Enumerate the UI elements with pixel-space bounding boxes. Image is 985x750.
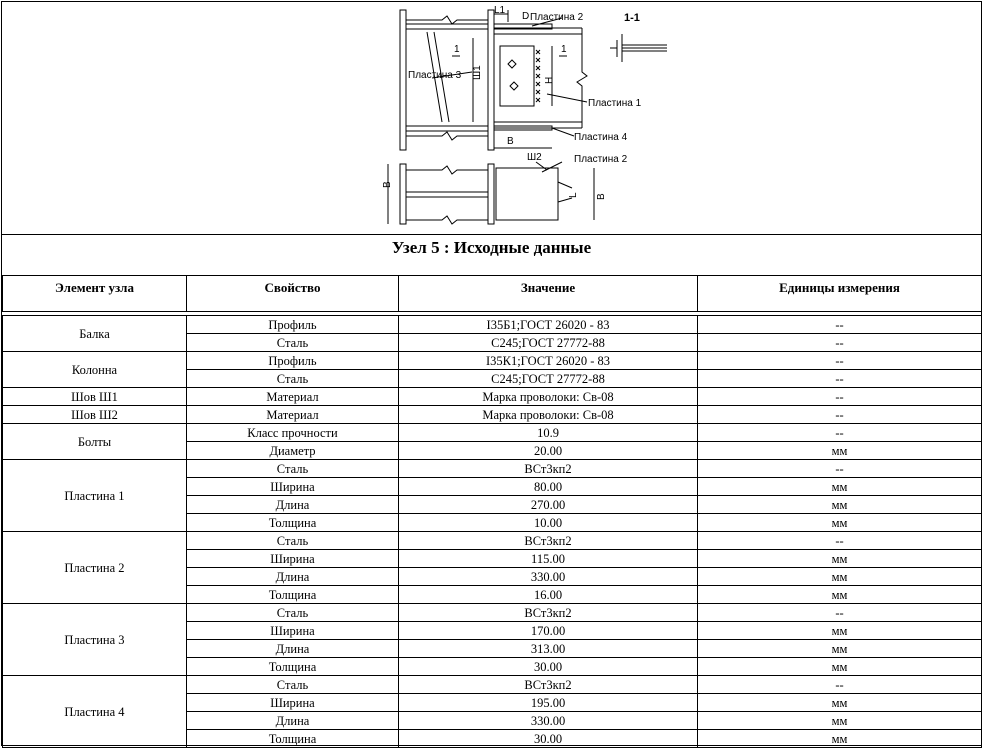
table-row bbox=[3, 352, 982, 370]
units-cell: -- bbox=[698, 424, 982, 442]
units-cell: мм bbox=[698, 586, 982, 604]
property-cell: Материал bbox=[187, 388, 399, 406]
table-row bbox=[3, 406, 982, 424]
units-cell: -- bbox=[698, 316, 982, 334]
value-cell: ВСт3кп2 bbox=[399, 532, 698, 550]
property-cell: Длина bbox=[187, 712, 399, 730]
label-B-top: B bbox=[507, 136, 514, 147]
value-cell: 30.00 bbox=[399, 730, 698, 748]
label-plate3: Пластина 3 bbox=[408, 70, 462, 81]
table-row bbox=[3, 460, 982, 478]
property-cell: Толщина bbox=[187, 514, 399, 532]
units-cell: -- bbox=[698, 370, 982, 388]
label-B-right: B bbox=[596, 193, 607, 200]
property-cell: Профиль bbox=[187, 316, 399, 334]
table-row bbox=[3, 676, 982, 694]
value-cell: 313.00 bbox=[399, 640, 698, 658]
units-cell: -- bbox=[698, 334, 982, 352]
label-D: D bbox=[522, 11, 530, 22]
value-cell: ВСт3кп2 bbox=[399, 676, 698, 694]
property-cell: Толщина bbox=[187, 730, 399, 748]
value-cell: 330.00 bbox=[399, 712, 698, 730]
value-cell: С245;ГОСТ 27772-88 bbox=[399, 370, 698, 388]
units-cell: мм bbox=[698, 550, 982, 568]
label-weld2: Ш2 bbox=[527, 152, 542, 163]
joint-drawing bbox=[2, 2, 981, 234]
property-cell: Сталь bbox=[187, 334, 399, 352]
label-plate2-bottom: Пластина 2 bbox=[574, 154, 628, 165]
units-cell: -- bbox=[698, 460, 982, 478]
value-cell: 170.00 bbox=[399, 622, 698, 640]
header-value: Значение bbox=[399, 276, 698, 312]
property-cell: Класс прочности bbox=[187, 424, 399, 442]
element-cell: Болты bbox=[3, 424, 187, 460]
value-cell: С245;ГОСТ 27772-88 bbox=[399, 334, 698, 352]
property-cell: Ширина bbox=[187, 478, 399, 496]
element-cell: Пластина 4 bbox=[3, 676, 187, 748]
property-cell: Сталь bbox=[187, 532, 399, 550]
units-cell: мм bbox=[698, 568, 982, 586]
property-cell: Сталь bbox=[187, 604, 399, 622]
property-cell: Диаметр bbox=[187, 442, 399, 460]
drawing-cell bbox=[2, 2, 981, 235]
units-cell: -- bbox=[698, 406, 982, 424]
header-element: Элемент узла bbox=[3, 276, 187, 312]
units-cell: -- bbox=[698, 532, 982, 550]
table-row bbox=[3, 316, 982, 334]
page-title: Узел 5 : Исходные данные bbox=[391, 238, 592, 257]
label-section: 1-1 bbox=[624, 12, 640, 24]
label-plate4: Пластина 4 bbox=[574, 132, 628, 143]
units-cell: мм bbox=[698, 622, 982, 640]
table-row bbox=[3, 604, 982, 622]
value-cell: Марка проволоки: Св-08 bbox=[399, 406, 698, 424]
property-cell: Длина bbox=[187, 496, 399, 514]
element-cell: Пластина 1 bbox=[3, 460, 187, 532]
value-cell: I35Б1;ГОСТ 26020 - 83 bbox=[399, 316, 698, 334]
table-row bbox=[3, 388, 982, 406]
element-cell: Балка bbox=[3, 316, 187, 352]
value-cell: 270.00 bbox=[399, 496, 698, 514]
units-cell: мм bbox=[698, 640, 982, 658]
value-cell: ВСт3кп2 bbox=[399, 604, 698, 622]
label-L-small: L bbox=[568, 192, 579, 198]
property-cell: Материал bbox=[187, 406, 399, 424]
units-cell: -- bbox=[698, 604, 982, 622]
column-top-flange bbox=[400, 164, 406, 224]
value-cell: ВСт3кп2 bbox=[399, 460, 698, 478]
label-plate2-top: Пластина 2 bbox=[530, 12, 584, 23]
table-row bbox=[3, 532, 982, 550]
units-cell: -- bbox=[698, 676, 982, 694]
label-H: H bbox=[544, 76, 555, 84]
property-cell: Сталь bbox=[187, 676, 399, 694]
units-cell: мм bbox=[698, 712, 982, 730]
table-row bbox=[3, 424, 982, 442]
value-cell: 10.9 bbox=[399, 424, 698, 442]
element-cell: Пластина 3 bbox=[3, 604, 187, 676]
header-units: Единицы измерения bbox=[698, 276, 982, 312]
units-cell: мм bbox=[698, 478, 982, 496]
units-cell: мм bbox=[698, 658, 982, 676]
element-cell: Шов Ш2 bbox=[3, 406, 187, 424]
value-cell: I35К1;ГОСТ 26020 - 83 bbox=[399, 352, 698, 370]
value-cell: Марка проволоки: Св-08 bbox=[399, 388, 698, 406]
property-cell: Длина bbox=[187, 640, 399, 658]
column-top-flange-right bbox=[488, 164, 494, 224]
units-cell: -- bbox=[698, 352, 982, 370]
header-property: Свойство bbox=[187, 276, 399, 312]
property-cell: Ширина bbox=[187, 550, 399, 568]
property-cell: Ширина bbox=[187, 694, 399, 712]
units-cell: мм bbox=[698, 694, 982, 712]
value-cell: 16.00 bbox=[399, 586, 698, 604]
property-cell: Ширина bbox=[187, 622, 399, 640]
value-cell: 20.00 bbox=[399, 442, 698, 460]
value-cell: 330.00 bbox=[399, 568, 698, 586]
element-cell: Пластина 2 bbox=[3, 532, 187, 604]
label-cut-left: 1 bbox=[454, 44, 460, 55]
label-L1: L1 bbox=[494, 5, 506, 16]
property-cell: Толщина bbox=[187, 658, 399, 676]
data-table bbox=[2, 275, 982, 748]
label-B-left: B bbox=[382, 181, 393, 188]
value-cell: 80.00 bbox=[399, 478, 698, 496]
plate-1 bbox=[500, 46, 534, 106]
property-cell: Длина bbox=[187, 568, 399, 586]
value-cell: 30.00 bbox=[399, 658, 698, 676]
property-cell: Сталь bbox=[187, 460, 399, 478]
element-cell: Колонна bbox=[3, 352, 187, 388]
value-cell: 195.00 bbox=[399, 694, 698, 712]
column-flange-left bbox=[400, 10, 406, 150]
element-cell: Шов Ш1 bbox=[3, 388, 187, 406]
column-flange-right bbox=[488, 10, 494, 150]
units-cell: мм bbox=[698, 442, 982, 460]
units-cell: мм bbox=[698, 496, 982, 514]
property-cell: Толщина bbox=[187, 586, 399, 604]
property-cell: Сталь bbox=[187, 370, 399, 388]
plate-2-top-view bbox=[496, 168, 558, 220]
units-cell: -- bbox=[698, 388, 982, 406]
property-cell: Профиль bbox=[187, 352, 399, 370]
units-cell: мм bbox=[698, 514, 982, 532]
document-sheet bbox=[1, 1, 982, 746]
table-header-row bbox=[3, 276, 982, 312]
value-cell: 10.00 bbox=[399, 514, 698, 532]
label-weld1: Ш1 bbox=[472, 65, 483, 80]
label-cut-right: 1 bbox=[561, 44, 567, 55]
table-body bbox=[3, 312, 982, 748]
units-cell: мм bbox=[698, 730, 982, 748]
label-plate1: Пластина 1 bbox=[588, 98, 642, 109]
value-cell: 115.00 bbox=[399, 550, 698, 568]
